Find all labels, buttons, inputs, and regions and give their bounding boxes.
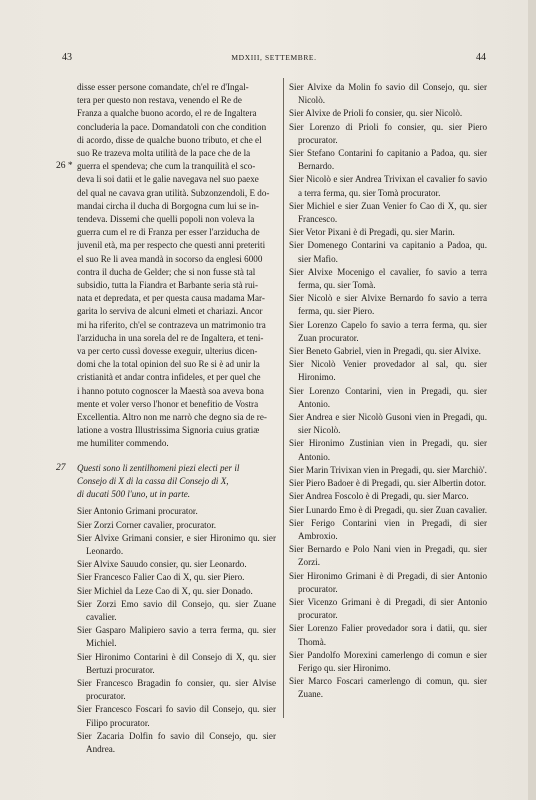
paragraph-line: l'arziducha in una sorela del re de Ingaltera, et teni-	[77, 332, 264, 343]
paragraph-line: nata et depredata, et per questa causa madama Mar-	[77, 293, 265, 304]
paragraph-line: el suo Re li avea mandà in socorso da englesi 6000	[77, 253, 263, 264]
heading-line: di ducati 500 l'uno, ut in parte.	[77, 489, 191, 500]
list-item: Sier Andrea Foscolo è di Pregadi, qu. sier Marco.	[289, 491, 469, 502]
paragraph-line: di acordo, disse de qualche buono tributo, et che el	[77, 134, 262, 145]
list-item: Sier Piero Badoer è di Pregadi, qu. sier Albertin dotor.	[289, 478, 486, 489]
paragraph-line: garita lo serviva de alcuni elmeti et chariazi. Ancor	[77, 306, 263, 317]
page-header	[62, 52, 486, 66]
paragraph-line: mente et voler verso l'honor et benefitio de Vostra	[77, 398, 259, 409]
list-item: Sier Alvixe Sauudo consier, qu. sier Leonardo.	[77, 559, 247, 570]
paragraph-line: guerra el spendeva; che cum la tranquilità el sco-	[77, 161, 256, 172]
list-item: Sier Bernardo e Polo Nani vien in Pregadi, qu. sier Zorzi.	[289, 544, 487, 568]
paragraph-line: latione a vostra Illustrissima Signoria cuius gratiæ	[77, 425, 260, 436]
list-item: Sier Vicenzo Grimani è di Pregadi, di sier Antonio procurator.	[289, 596, 487, 621]
list-item: Sier Michiel e sier Zuan Venier fo Cao di X, qu. sier Francesco.	[289, 200, 487, 225]
margin-number-27: 27	[56, 462, 66, 473]
paragraph-line: va per certo cussì dovesse exeguir, ulterius dicen-	[77, 346, 258, 357]
paragraph-line: suo Re trazeva molta utilità de la pace che de la	[77, 148, 251, 159]
list-item: Sier Hironimo Contarini è dil Consejo di X, qu. sier Bertuzi procurator.	[77, 651, 276, 675]
list-item: Sier Zorzi Corner cavalier, procurator.	[77, 519, 217, 530]
list-item: Sier Marco Foscari camerlengo di comun, qu. sier Zuane.	[289, 676, 487, 700]
paragraph-line: mi ha riferito, ch'el se contrazeva un matrimonio tra	[77, 319, 266, 330]
paragraph-line: me humiliter commendo.	[77, 438, 169, 449]
page-number-left: 43	[62, 52, 72, 63]
heading-line: Consejo di X di la cassa dil Consejo di X,	[77, 475, 229, 486]
paragraph-line: cristianità et andar contra infideles, et per quel che	[77, 372, 261, 383]
list-item: Sier Francesco Bragadin fo consier, qu. sier Alvise procurator.	[77, 677, 276, 702]
list-item: Sier Beneto Gabriel, vien in Pregadi, qu. sier Alvixe.	[289, 346, 481, 357]
list-item: Sier Zacaria Dolfin fo savio dil Consejo, qu. sier Andrea.	[77, 730, 276, 754]
page-edge	[528, 0, 536, 800]
list-item: Sier Hironimo Zustinian vien in Pregadi, qu. sier Antonio.	[289, 438, 487, 462]
paragraph-line: guerra cum el re di Franza per esser l'arziducha de	[77, 227, 260, 238]
list-item: Sier Francesco Falier Cao di X, qu. sier Piero.	[77, 572, 245, 583]
paragraph-line: tendeva. Dissemi che quelli popoli non voleva la	[77, 214, 255, 225]
left-entry-list	[77, 505, 276, 756]
paragraph-line: contra il ducha de Gelder; che si non fusse stà tal	[77, 266, 256, 277]
list-item: Sier Nicolò e sier Alvixe Bernardo fo savio a terra ferma, qu. sier Piero.	[289, 293, 487, 317]
paragraph-line: tera per questo non restava, venendo el Re de	[77, 95, 242, 106]
page-number-right: 44	[476, 52, 486, 63]
right-entry-list	[289, 81, 487, 702]
paragraph-continuation	[56, 81, 276, 451]
list-item: Sier Andrea e sier Nicolò Gusoni vien in Pregadi, qu. sier Nicolò.	[289, 412, 487, 436]
list-item: Sier Alvixe Grimani consier, e sier Hironimo qu. sier Leonardo.	[77, 532, 276, 556]
paragraph-line: juvenil età, ma per respecto che questi anni preteriti	[77, 240, 266, 251]
list-item: Sier Ferigo Contarini vien in Pregadi, di sier Ambroxio.	[289, 517, 487, 541]
list-item: Sier Alvixe Mocenigo el cavalier, fo savio a terra ferma, qu. sier Tomà.	[289, 266, 487, 291]
list-item: Sier Pandolfo Morexini camerlengo di comun e sier Ferigo qu. sier Hironimo.	[289, 649, 487, 673]
list-item: Sier Vetor Pixani è di Pregadi, qu. sier Marin.	[289, 227, 455, 238]
list-item: Sier Nicolò e sier Andrea Trivixan el cavalier fo savio a terra ferma, qu. sier Tomà procurator.	[289, 174, 487, 198]
list-item: Sier Hironimo Grimani è di Pregadi, di sier Antonio procurator.	[289, 570, 487, 594]
paragraph-line: concluderia la pace. Domandatoli con che condition	[77, 121, 267, 132]
list-item: Sier Lorenzo Capelo fo savio a terra ferma, qu. sier Zuan procurator.	[289, 319, 487, 343]
paragraph-line: Franza a qualche buono acordo, el re de Ingaltera	[77, 108, 257, 119]
list-item: Sier Lorenzo di Prioli fo consier, qu. sier Piero procurator.	[289, 121, 487, 145]
list-item: Sier Lorenzo Contarini, vien in Pregadi, qu. sier Antonio.	[289, 385, 487, 409]
list-item: Sier Michiel da Leze Cao di X, qu. sier Donado.	[77, 585, 253, 596]
list-item: Sier Domenego Contarini va capitanio a Padoa, qu. sier Mafio.	[289, 240, 487, 264]
left-column	[56, 81, 276, 756]
list-item: Sier Marin Trivixan vien in Pregadi, qu. sier Marchiò'.	[289, 464, 487, 475]
list-item: Sier Stefano Contarini fo capitanio a Padoa, qu. sier Bernardo.	[289, 148, 487, 172]
list-item: Sier Nicolò Venier provedador al sal, qu. sier Hironimo.	[289, 359, 487, 383]
list-item: Sier Alvixe de Prioli fo consier, qu. sier Nicolò.	[289, 108, 463, 119]
list-item: Sier Alvixe da Molin fo savio dil Consejo, qu. sier Nicolò.	[289, 82, 487, 106]
section-27-heading	[56, 462, 276, 502]
heading-line: Questi sono li zentilhomeni piezi electi per il	[77, 462, 240, 473]
list-item: Sier Antonio Grimani procurator.	[77, 506, 198, 517]
margin-number-26: 26 *	[56, 161, 73, 172]
right-column	[289, 81, 487, 702]
list-item: Sier Francesco Foscari fo savio dil Consejo, qu. sier Filipo procurator.	[77, 704, 276, 728]
paragraph-line: disse esser persone comandate, ch'el re d'Ingal-	[77, 82, 249, 92]
paragraph-line: Excellentia. Altro non me narrò che degno sia de re-	[77, 412, 267, 423]
list-item: Sier Lorenzo Falier provedador sora i datii, qu. sier Thomà.	[289, 623, 487, 647]
column-divider	[283, 78, 284, 718]
paragraph-line: domi che la total opinion del suo Re si è ad unir la	[77, 359, 260, 370]
paragraph-line: mandai circha il ducha di Borgogna cum lui se in-	[77, 200, 259, 211]
paragraph-line: del qual ne cavava gran utilità. Subzonzendoli, E do-	[77, 187, 270, 198]
list-item: Sier Gasparo Malipiero savio a terra ferma, qu. sier Michiel.	[77, 625, 276, 649]
running-title: MDXIII, SETTEMBRE.	[231, 53, 317, 62]
paragraph-line: deva li soi datii et le galie navegava nel suo paexe	[77, 174, 259, 185]
list-item: Sier Zorzi Emo savio dil Consejo, qu. sier Zuane cavalier.	[77, 598, 276, 622]
paragraph-line: subsidio, tutta la Fiandra et Barbante seria stà rui-	[77, 280, 259, 291]
paragraph-line: i hanno potuto cognoscer la Maestà soa aveva bona	[77, 385, 264, 396]
list-item: Sier Lunardo Emo è di Pregadi, qu. sier Zuan cavalier.	[289, 504, 487, 515]
